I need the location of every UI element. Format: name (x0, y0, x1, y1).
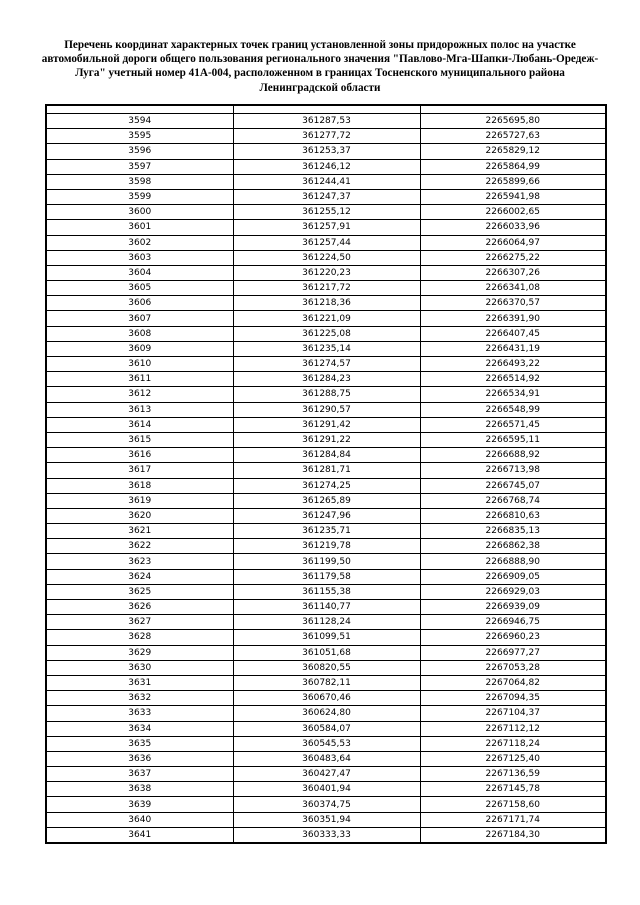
y-coordinate-cell: 2267171,74 (420, 812, 606, 827)
point-number-cell: 3625 (46, 584, 233, 599)
header-cell (420, 105, 606, 114)
table-row (46, 812, 606, 827)
point-number-cell: 3626 (46, 600, 233, 615)
table-row (46, 630, 606, 645)
x-coordinate-cell: 360374,75 (233, 797, 420, 812)
table-row (46, 584, 606, 599)
table-row (46, 417, 606, 432)
point-number-cell: 3610 (46, 357, 233, 372)
y-coordinate-cell: 2267158,60 (420, 797, 606, 812)
table-row (46, 706, 606, 721)
point-number-cell: 3634 (46, 721, 233, 736)
table-row (46, 281, 606, 296)
y-coordinate-cell: 2267136,59 (420, 767, 606, 782)
table-row (46, 721, 606, 736)
table-row (46, 144, 606, 159)
y-coordinate-cell: 2267112,12 (420, 721, 606, 736)
x-coordinate-cell: 361140,77 (233, 600, 420, 615)
y-coordinate-cell: 2266033,96 (420, 220, 606, 235)
point-number-cell: 3623 (46, 554, 233, 569)
table-row (46, 645, 606, 660)
table-row (46, 600, 606, 615)
x-coordinate-cell: 360782,11 (233, 675, 420, 690)
x-coordinate-cell: 361277,72 (233, 129, 420, 144)
x-coordinate-cell: 361099,51 (233, 630, 420, 645)
point-number-cell: 3601 (46, 220, 233, 235)
y-coordinate-cell: 2266946,75 (420, 615, 606, 630)
y-coordinate-cell: 2265941,98 (420, 189, 606, 204)
x-coordinate-cell: 361235,71 (233, 524, 420, 539)
point-number-cell: 3608 (46, 326, 233, 341)
y-coordinate-cell: 2267125,40 (420, 751, 606, 766)
table-row (46, 736, 606, 751)
table-row (46, 341, 606, 356)
point-number-cell: 3637 (46, 767, 233, 782)
x-coordinate-cell: 361247,37 (233, 189, 420, 204)
x-coordinate-cell: 361051,68 (233, 645, 420, 660)
x-coordinate-cell: 361284,23 (233, 372, 420, 387)
y-coordinate-cell: 2266929,03 (420, 584, 606, 599)
table-row (46, 827, 606, 843)
table-row (46, 569, 606, 584)
y-coordinate-cell: 2266341,08 (420, 281, 606, 296)
y-coordinate-cell: 2265727,63 (420, 129, 606, 144)
y-coordinate-cell: 2266370,57 (420, 296, 606, 311)
table-row (46, 797, 606, 812)
table-row (46, 174, 606, 189)
table-row (46, 114, 606, 129)
point-number-cell: 3611 (46, 372, 233, 387)
table-row (46, 767, 606, 782)
point-number-cell: 3613 (46, 402, 233, 417)
x-coordinate-cell: 360545,53 (233, 736, 420, 751)
x-coordinate-cell: 360670,46 (233, 691, 420, 706)
x-coordinate-cell: 360820,55 (233, 660, 420, 675)
x-coordinate-cell: 361218,36 (233, 296, 420, 311)
table-row (46, 675, 606, 690)
x-coordinate-cell: 361246,12 (233, 159, 420, 174)
y-coordinate-cell: 2266909,05 (420, 569, 606, 584)
x-coordinate-cell: 361219,78 (233, 539, 420, 554)
table-row (46, 554, 606, 569)
y-coordinate-cell: 2266862,38 (420, 539, 606, 554)
point-number-cell: 3636 (46, 751, 233, 766)
x-coordinate-cell: 360351,94 (233, 812, 420, 827)
x-coordinate-cell: 360427,47 (233, 767, 420, 782)
table-row (46, 660, 606, 675)
point-number-cell: 3631 (46, 675, 233, 690)
point-number-cell: 3605 (46, 281, 233, 296)
x-coordinate-cell: 361257,91 (233, 220, 420, 235)
y-coordinate-cell: 2266960,23 (420, 630, 606, 645)
y-coordinate-cell: 2265829,12 (420, 144, 606, 159)
table-row (46, 220, 606, 235)
x-coordinate-cell: 361128,24 (233, 615, 420, 630)
x-coordinate-cell: 360333,33 (233, 827, 420, 843)
table-row (46, 205, 606, 220)
y-coordinate-cell: 2266514,92 (420, 372, 606, 387)
y-coordinate-cell: 2266548,99 (420, 402, 606, 417)
coordinates-table-body (46, 105, 606, 843)
point-number-cell: 3603 (46, 250, 233, 265)
table-row (46, 296, 606, 311)
y-coordinate-cell: 2266002,65 (420, 205, 606, 220)
page-title: Перечень координат характерных точек границ установленной зоны придорожных полос на участке автомобильной дороги общего пользования регионального значения "Павлово-Мга-Шапки-Любань-Оредеж-Луга" учетный номер 41А-004, расположенном в границах Тосненского муниципального района Ленинградской области (41, 39, 599, 94)
x-coordinate-cell: 360624,80 (233, 706, 420, 721)
x-coordinate-cell: 360483,64 (233, 751, 420, 766)
table-row (46, 387, 606, 402)
x-coordinate-cell: 361220,23 (233, 265, 420, 280)
table-header-row (46, 105, 606, 114)
header-cell (233, 105, 420, 114)
y-coordinate-cell: 2267145,78 (420, 782, 606, 797)
table-row (46, 357, 606, 372)
table-row (46, 432, 606, 447)
table-row (46, 372, 606, 387)
x-coordinate-cell: 361290,57 (233, 402, 420, 417)
table-row (46, 751, 606, 766)
y-coordinate-cell: 2266768,74 (420, 493, 606, 508)
x-coordinate-cell: 361155,38 (233, 584, 420, 599)
table-row (46, 478, 606, 493)
x-coordinate-cell: 361217,72 (233, 281, 420, 296)
x-coordinate-cell: 361199,50 (233, 554, 420, 569)
point-number-cell: 3595 (46, 129, 233, 144)
y-coordinate-cell: 2267064,82 (420, 675, 606, 690)
x-coordinate-cell: 361265,89 (233, 493, 420, 508)
x-coordinate-cell: 361244,41 (233, 174, 420, 189)
x-coordinate-cell: 361257,44 (233, 235, 420, 250)
x-coordinate-cell: 361235,14 (233, 341, 420, 356)
y-coordinate-cell: 2265899,66 (420, 174, 606, 189)
point-number-cell: 3600 (46, 205, 233, 220)
y-coordinate-cell: 2266688,92 (420, 448, 606, 463)
y-coordinate-cell: 2266888,90 (420, 554, 606, 569)
point-number-cell: 3597 (46, 159, 233, 174)
y-coordinate-cell: 2266275,22 (420, 250, 606, 265)
y-coordinate-cell: 2266713,98 (420, 463, 606, 478)
x-coordinate-cell: 361281,71 (233, 463, 420, 478)
point-number-cell: 3622 (46, 539, 233, 554)
x-coordinate-cell: 361291,42 (233, 417, 420, 432)
x-coordinate-cell: 361284,84 (233, 448, 420, 463)
point-number-cell: 3615 (46, 432, 233, 447)
point-number-cell: 3606 (46, 296, 233, 311)
x-coordinate-cell: 361255,12 (233, 205, 420, 220)
y-coordinate-cell: 2267118,24 (420, 736, 606, 751)
table-row (46, 524, 606, 539)
point-number-cell: 3628 (46, 630, 233, 645)
point-number-cell: 3599 (46, 189, 233, 204)
point-number-cell: 3641 (46, 827, 233, 843)
y-coordinate-cell: 2267184,30 (420, 827, 606, 843)
point-number-cell: 3619 (46, 493, 233, 508)
x-coordinate-cell: 361288,75 (233, 387, 420, 402)
coordinates-table (45, 104, 607, 844)
point-number-cell: 3632 (46, 691, 233, 706)
point-number-cell: 3638 (46, 782, 233, 797)
y-coordinate-cell: 2266571,45 (420, 417, 606, 432)
table-row (46, 250, 606, 265)
x-coordinate-cell: 361179,58 (233, 569, 420, 584)
point-number-cell: 3594 (46, 114, 233, 129)
table-row (46, 326, 606, 341)
y-coordinate-cell: 2266835,13 (420, 524, 606, 539)
y-coordinate-cell: 2266534,91 (420, 387, 606, 402)
y-coordinate-cell: 2266431,19 (420, 341, 606, 356)
table-row (46, 235, 606, 250)
x-coordinate-cell: 361221,09 (233, 311, 420, 326)
table-row (46, 508, 606, 523)
point-number-cell: 3617 (46, 463, 233, 478)
table-row (46, 159, 606, 174)
y-coordinate-cell: 2265864,99 (420, 159, 606, 174)
point-number-cell: 3624 (46, 569, 233, 584)
y-coordinate-cell: 2266977,27 (420, 645, 606, 660)
y-coordinate-cell: 2267053,28 (420, 660, 606, 675)
table-row (46, 448, 606, 463)
point-number-cell: 3627 (46, 615, 233, 630)
y-coordinate-cell: 2266745,07 (420, 478, 606, 493)
x-coordinate-cell: 361274,25 (233, 478, 420, 493)
x-coordinate-cell: 360401,94 (233, 782, 420, 797)
y-coordinate-cell: 2266939,09 (420, 600, 606, 615)
point-number-cell: 3602 (46, 235, 233, 250)
y-coordinate-cell: 2266810,63 (420, 508, 606, 523)
y-coordinate-cell: 2266307,26 (420, 265, 606, 280)
x-coordinate-cell: 361291,22 (233, 432, 420, 447)
point-number-cell: 3596 (46, 144, 233, 159)
y-coordinate-cell: 2266391,90 (420, 311, 606, 326)
x-coordinate-cell: 361274,57 (233, 357, 420, 372)
table-row (46, 691, 606, 706)
y-coordinate-cell: 2267094,35 (420, 691, 606, 706)
coordinates-table-container (45, 104, 605, 844)
point-number-cell: 3639 (46, 797, 233, 812)
point-number-cell: 3635 (46, 736, 233, 751)
point-number-cell: 3629 (46, 645, 233, 660)
x-coordinate-cell: 361253,37 (233, 144, 420, 159)
point-number-cell: 3633 (46, 706, 233, 721)
y-coordinate-cell: 2267104,37 (420, 706, 606, 721)
x-coordinate-cell: 361247,96 (233, 508, 420, 523)
table-row (46, 615, 606, 630)
point-number-cell: 3612 (46, 387, 233, 402)
table-row (46, 402, 606, 417)
y-coordinate-cell: 2266407,45 (420, 326, 606, 341)
table-row (46, 493, 606, 508)
table-row (46, 463, 606, 478)
point-number-cell: 3607 (46, 311, 233, 326)
point-number-cell: 3630 (46, 660, 233, 675)
x-coordinate-cell: 361225,08 (233, 326, 420, 341)
x-coordinate-cell: 361224,50 (233, 250, 420, 265)
point-number-cell: 3609 (46, 341, 233, 356)
point-number-cell: 3640 (46, 812, 233, 827)
table-row (46, 129, 606, 144)
point-number-cell: 3616 (46, 448, 233, 463)
x-coordinate-cell: 361287,53 (233, 114, 420, 129)
point-number-cell: 3598 (46, 174, 233, 189)
point-number-cell: 3621 (46, 524, 233, 539)
point-number-cell: 3604 (46, 265, 233, 280)
point-number-cell: 3614 (46, 417, 233, 432)
table-row (46, 782, 606, 797)
y-coordinate-cell: 2266493,22 (420, 357, 606, 372)
y-coordinate-cell: 2265695,80 (420, 114, 606, 129)
table-row (46, 189, 606, 204)
y-coordinate-cell: 2266595,11 (420, 432, 606, 447)
y-coordinate-cell: 2266064,97 (420, 235, 606, 250)
table-row (46, 539, 606, 554)
point-number-cell: 3618 (46, 478, 233, 493)
table-row (46, 265, 606, 280)
point-number-cell: 3620 (46, 508, 233, 523)
header-cell (46, 105, 233, 114)
table-row (46, 311, 606, 326)
x-coordinate-cell: 360584,07 (233, 721, 420, 736)
